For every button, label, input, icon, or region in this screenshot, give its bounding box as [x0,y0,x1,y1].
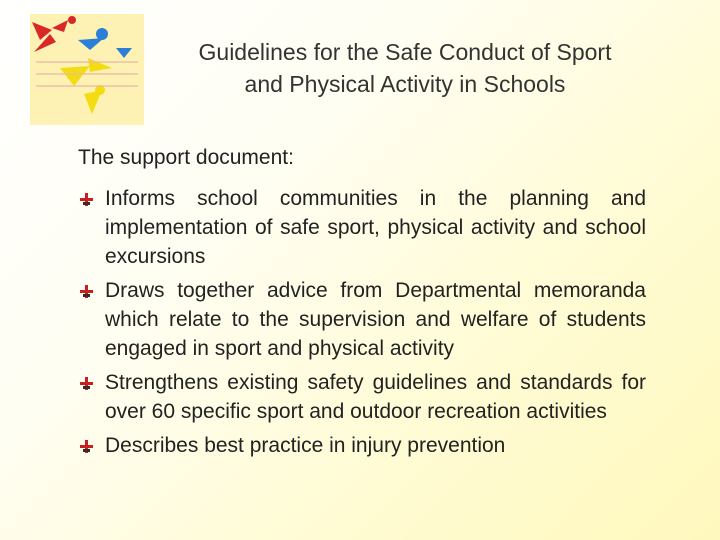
sport-figures-logo [30,14,144,125]
bullet-item [80,431,646,460]
bullet-text: Strengthens existing safety guidelines and standards for over 60 specific sport and outdoor recreation activities [105,371,646,423]
red-bullet-icon [80,440,93,453]
bullet-item [80,368,646,426]
title-line-2: and Physical Activity in Schools [244,71,566,97]
bullet-text: Draws together advice from Departmental memoranda which relate to the supervision and welfare of students engaged in sport and physical activity [105,279,646,360]
title-line-1: Guidelines for the Safe Conduct of Sport [198,39,612,65]
red-bullet-icon [80,193,93,206]
red-bullet-icon [80,285,93,298]
bullet-list [80,184,646,465]
bullet-item [80,276,646,363]
bullet-text: Describes best practice in injury prevention [105,434,506,457]
red-bullet-icon [80,377,93,390]
slide-title [150,36,660,100]
bullet-text: Informs school communities in the planning and implementation of safe sport, physical activity and school excursions [105,187,646,268]
bullet-item [80,184,646,271]
intro-text: The support document: [78,146,294,169]
